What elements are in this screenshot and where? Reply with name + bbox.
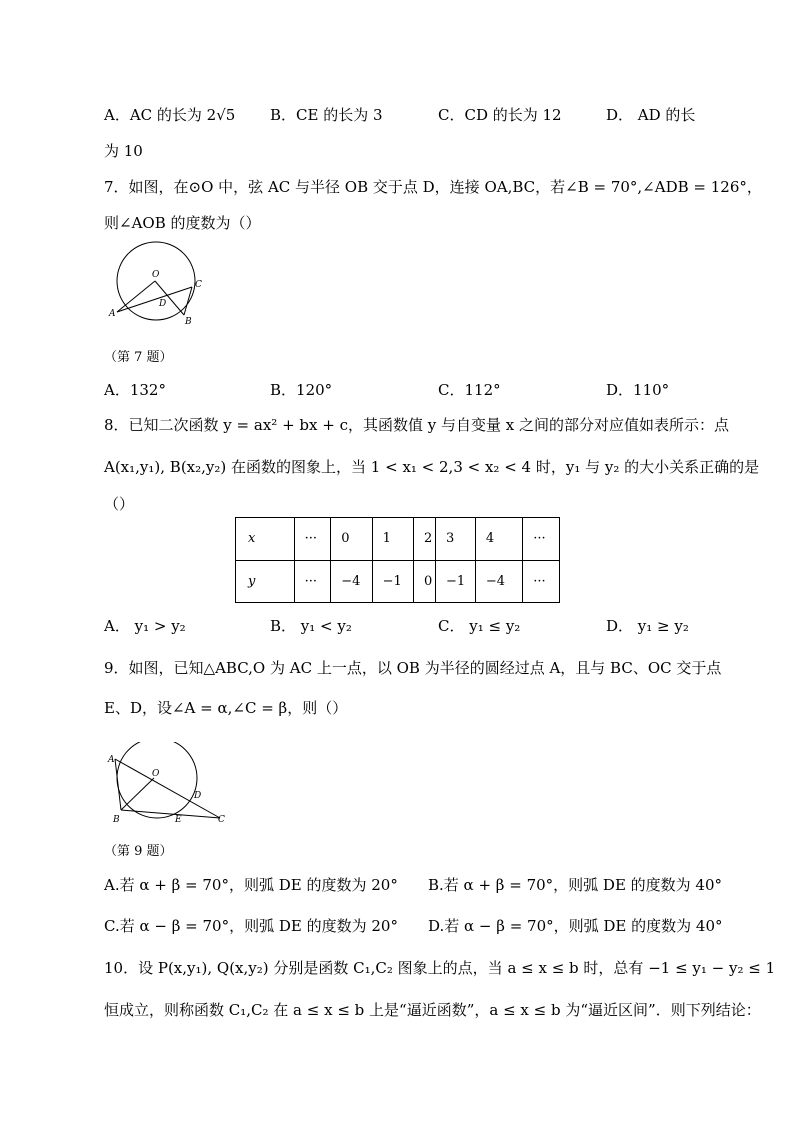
q9-segment-bc bbox=[121, 810, 220, 818]
q9-stem-line1: 9．如图，已知△ABC,O 为 AC 上一点，以 OB 为半径的圆经过点 A，且与 BC、OC 交于点 bbox=[104, 659, 722, 677]
q9-label-b: B bbox=[113, 815, 120, 825]
q8-stem-line2: A(x₁,y₁), B(x₂,y₂) 在函数的图象上，当 1 < x₁ < 2,3 < x₂ < 4 时，y₁ 与 y₂ 的大小关系正确的是 bbox=[104, 458, 760, 476]
q9-label-c: C bbox=[218, 815, 225, 825]
q9-circle bbox=[117, 742, 197, 818]
q7-stem-line2: 则∠AOB 的度数为（） bbox=[104, 214, 261, 232]
table-cell: 0 bbox=[413, 560, 435, 603]
q9-segment-ac bbox=[115, 759, 220, 818]
q7-option-a: A．132° bbox=[104, 381, 166, 399]
table-cell: −4 bbox=[331, 560, 372, 603]
q9-caption: （第 9 题） bbox=[104, 844, 173, 859]
q8-option-b: B． y₁ < y₂ bbox=[270, 617, 352, 635]
q6-option-a: A．AC 的长为 2√5 bbox=[104, 106, 236, 124]
q9-option-b: B.若 α + β = 70°，则弧 DE 的度数为 40° bbox=[428, 876, 723, 894]
table-cell: −1 bbox=[436, 560, 476, 603]
table-cell: 3 bbox=[436, 518, 476, 561]
table-cell: ··· bbox=[294, 560, 331, 603]
table-cell: y bbox=[236, 560, 295, 603]
table-cell: ··· bbox=[523, 560, 560, 603]
q9-option-a: A.若 α + β = 70°，则弧 DE 的度数为 20° bbox=[104, 876, 398, 894]
q6-option-c: C．CD 的长为 12 bbox=[438, 106, 562, 124]
q9-label-e: E bbox=[175, 815, 182, 825]
q8-option-c: C． y₁ ≤ y₂ bbox=[438, 617, 521, 635]
q8-option-d: D． y₁ ≥ y₂ bbox=[606, 617, 689, 635]
table-cell: 0 bbox=[331, 518, 372, 561]
q7-option-c: C．112° bbox=[438, 381, 501, 399]
q10-stem-line2: 恒成立，则称函数 C₁,C₂ 在 a ≤ x ≤ b 上是“逼近函数”，a ≤ x ≤ b 为“逼近区间”．则下列结论： bbox=[104, 1001, 761, 1019]
q7-figure bbox=[104, 240, 214, 332]
q9-label-o: O bbox=[152, 769, 160, 779]
q9-figure bbox=[104, 742, 234, 828]
q9-label-a: A bbox=[108, 755, 115, 765]
q10-stem-line1: 10．设 P(x,y₁), Q(x,y₂) 分别是函数 C₁,C₂ 图象上的点，当 a ≤ x ≤ b 时，总有 −1 ≤ y₁ − y₂ ≤ 1 bbox=[104, 959, 776, 977]
table-cell: ··· bbox=[523, 518, 560, 561]
q9-option-d: D.若 α − β = 70°，则弧 DE 的度数为 40° bbox=[428, 917, 723, 935]
q9-segment-ob bbox=[121, 778, 154, 810]
q8-table-row-x bbox=[236, 518, 560, 561]
q7-chord-ac bbox=[117, 287, 192, 312]
q8-option-a: A． y₁ > y₂ bbox=[104, 617, 186, 635]
q7-option-b: B．120° bbox=[270, 381, 333, 399]
q7-label-d: D bbox=[159, 299, 167, 309]
q7-label-o: O bbox=[152, 270, 160, 280]
q7-segment-oa bbox=[117, 281, 155, 312]
table-cell: ··· bbox=[294, 518, 331, 561]
q8-stem-line3: （） bbox=[104, 495, 135, 513]
q7-stem-line1: 7．如图，在⊙O 中，弦 AC 与半径 OB 交于点 D，连接 OA,BC，若∠B = 70°,∠ADB = 126°， bbox=[104, 178, 762, 196]
q9-segment-ab bbox=[115, 759, 121, 810]
q6-option-d-continued: 为 10 bbox=[104, 142, 143, 160]
q7-caption: （第 7 题） bbox=[104, 350, 173, 365]
q7-label-b: B bbox=[185, 317, 192, 327]
table-cell: −4 bbox=[475, 560, 522, 603]
table-cell: 4 bbox=[475, 518, 522, 561]
q7-label-c: C bbox=[195, 280, 202, 290]
q9-option-c: C.若 α − β = 70°，则弧 DE 的度数为 20° bbox=[104, 917, 398, 935]
q6-option-b: B．CE 的长为 3 bbox=[270, 106, 383, 124]
q7-label-a: A bbox=[109, 309, 116, 319]
q6-option-d: D． AD 的长 bbox=[606, 106, 696, 124]
table-cell: −1 bbox=[372, 560, 413, 603]
q8-value-table bbox=[235, 517, 560, 603]
q8-table-row-y bbox=[236, 560, 560, 603]
table-cell: 1 bbox=[372, 518, 413, 561]
q9-stem-line2: E、D，设∠A = α,∠C = β，则（） bbox=[104, 699, 348, 717]
q8-stem-line1: 8．已知二次函数 y = ax² + bx + c，其函数值 y 与自变量 x 之间的部分对应值如表所示：点 bbox=[104, 416, 729, 434]
q7-option-d: D．110° bbox=[606, 381, 670, 399]
q7-segment-bc bbox=[184, 287, 192, 315]
table-cell: 2 bbox=[413, 518, 435, 561]
q9-label-d: D bbox=[194, 791, 202, 801]
table-cell: x bbox=[236, 518, 295, 561]
